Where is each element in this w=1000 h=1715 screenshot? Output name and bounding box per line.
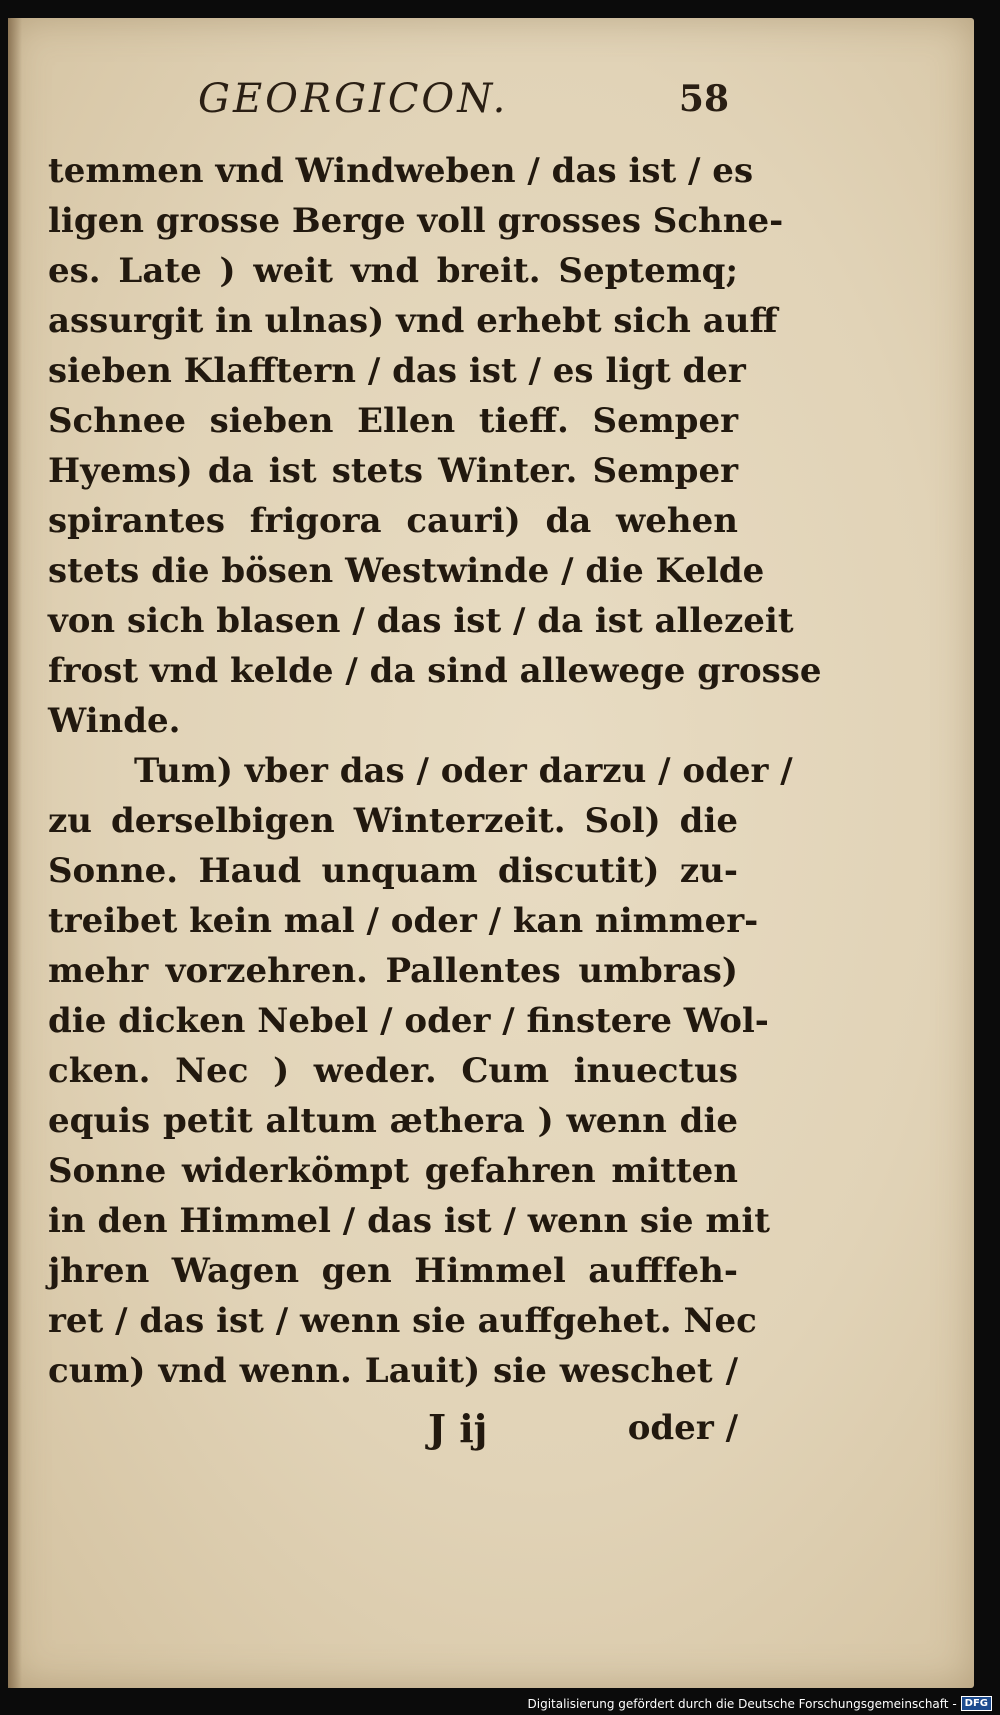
text-line: es. Late ) weit vnd breit. Septemq; xyxy=(48,251,738,291)
page-gutter-edge xyxy=(8,18,22,1688)
running-head xyxy=(8,76,974,136)
text-line: equis petit altum æthera ) wenn die xyxy=(48,1101,738,1141)
text-line: Schnee sieben Ellen tieff. Semper xyxy=(48,401,738,441)
text-line: jhren Wagen gen Himmel aufffeh- xyxy=(48,1251,738,1291)
text-line: sieben Klafftern / das ist / es ligt der xyxy=(48,351,746,391)
text-line: stets die bösen Westwinde / die Kelde xyxy=(48,551,765,591)
text-line: assurgit in ulnas) vnd erhebt sich auff xyxy=(48,301,778,341)
text-line: mehr vorzehren. Pallentes umbras) xyxy=(48,951,738,991)
text-line: temmen vnd Windweben / das ist / es xyxy=(48,151,754,191)
running-title: GEORGICON. xyxy=(198,76,509,122)
text-line: von sich blasen / das ist / da ist allezeit xyxy=(48,601,794,641)
text-line-paragraph-start: Tum) vber das / oder darzu / oder / xyxy=(134,751,793,791)
text-line: die dicken Nebel / oder / finstere Wol- xyxy=(48,1001,769,1041)
signature-mark: J ij xyxy=(428,1406,488,1451)
dfg-logo-icon: DFG xyxy=(961,1696,992,1711)
page-footer xyxy=(48,1406,738,1456)
text-line: cken. Nec ) weder. Cum inuectus xyxy=(48,1051,738,1091)
book-page xyxy=(8,18,974,1688)
credit-text: Digitalisierung gefördert durch die Deutsche Forschungsgemeinschaft - xyxy=(527,1696,957,1711)
text-line: zu derselbigen Winterzeit. Sol) die xyxy=(48,801,738,841)
catchword: oder / xyxy=(627,1408,738,1448)
text-line: Sonne. Haud unquam discutit) zu- xyxy=(48,851,738,891)
text-line: Hyems) da ist stets Winter. Semper xyxy=(48,451,738,491)
body-text xyxy=(48,146,822,1396)
text-line: Sonne widerkömpt gefahren mitten xyxy=(48,1151,738,1191)
text-line: ret / das ist / wenn sie auffgehet. Nec xyxy=(48,1301,757,1341)
page-number: 58 xyxy=(678,78,729,120)
text-line: treibet kein mal / oder / kan nimmer- xyxy=(48,901,759,941)
text-line: frost vnd kelde / da sind allewege grosse xyxy=(48,651,822,691)
text-line: spirantes frigora cauri) da wehen xyxy=(48,501,738,541)
digitization-credit xyxy=(528,1696,993,1711)
text-line: cum) vnd wenn. Lauit) sie weschet / xyxy=(48,1351,738,1391)
text-line: Winde. xyxy=(48,701,181,741)
text-line: ligen grosse Berge voll grosses Schne- xyxy=(48,201,784,241)
text-line: in den Himmel / das ist / wenn sie mit xyxy=(48,1201,771,1241)
